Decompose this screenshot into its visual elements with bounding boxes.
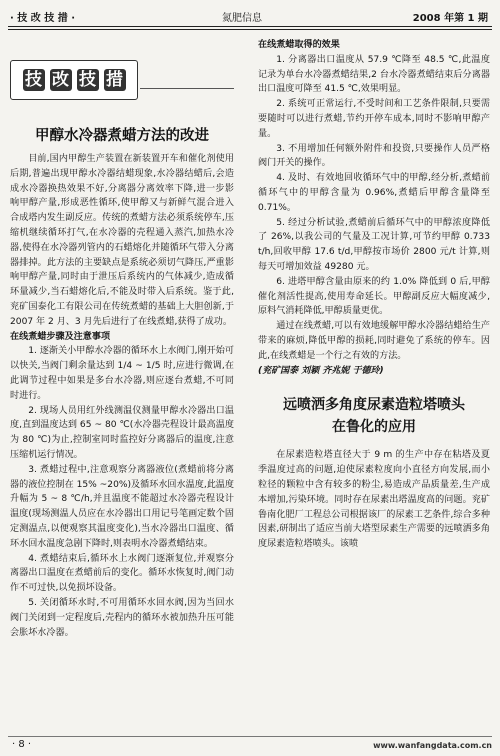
page-number: · 8 · <box>12 739 32 750</box>
left-column <box>10 152 234 640</box>
badge-char: 措 <box>104 69 126 91</box>
step-item: 1. 逐渐关小甲醇水冷器的循环水上水阀门,刚开始可以快关,当阀门剩余量达到 1/4 ~ 1/5 时,应进行微调,在此调节过程中如果是多台水冷器,则应逐台煮蜡,不可同时进行。 <box>10 346 234 401</box>
step-item: 3. 煮蜡过程中,注意观察分离器液位(煮蜡前将分离器的液位控制在 15% ~20%)及循环水回水温度,此温度升幅为 5 ~ 8 ℃/h,并且温度不能超过水冷器壳程设计温度(现场测温人员应在水冷器出口用记号笔画定数个固定测温点,以便观察其温度变化),当水冷器出口温度、循环水回水温度急剧下降时,则表明水冷器煮蜡结束。 <box>10 464 234 549</box>
authors: (兖矿国泰 刘颖 齐兆妮 于德玲) <box>258 365 384 376</box>
badge-char: 改 <box>50 69 72 91</box>
steps-heading: 在线煮蜡步骤及注意事项 <box>10 331 111 342</box>
section-label: · 技 改 技 措 · <box>10 13 76 24</box>
conclusion-paragraph: 通过在线煮蜡,可以有效地缓解甲醇水冷器结蜡给生产带来的麻烦,降低甲醇的损耗,同时避免了系统的停车。因此,在线煮蜡是一个行之有效的方法。 <box>258 321 490 361</box>
spacer <box>258 0 490 36</box>
journal-name: 氮肥信息 <box>222 13 262 24</box>
article2-title-line: 远喷洒多角度尿素造粒塔喷头 <box>283 397 465 414</box>
intro-paragraph: 目前,国内甲醇生产装置在新装置开车和催化剂使用后期,普遍出现甲醇水冷器结蜡现象,水冷器结蜡后,会造成水冷器换热效果不好,分离器分离效率下降,进一步影响甲醇产量,形成恶性循环,使甲醇又与新鲜气混合进入合成塔内发生副反应。传统的煮蜡方法必须系统停车,压缩机继续循环打气,在水冷器的壳程通入蒸汽,加热水冷器,使得在水冷器列管内的石蜡熔化并随循环气带入分离器排掉。此方法的主要缺点是系统必须切气降压,严重影响甲醇产量,同时由于泄压后系统内的气体减少,造成循环量减少,当石蜡熔化后,不能及时带入后系统。鉴于此,兖矿国泰化工有限公司在传统煮蜡的基础上大胆创新,于 2007 年 2 月、3 月先后进行了在线煮蜡,获得了成功。 <box>10 154 234 327</box>
right-column <box>258 38 490 552</box>
footer-rule <box>8 736 492 737</box>
spacer <box>258 378 490 394</box>
watermark: www.wanfangdata.com.cn <box>373 741 492 750</box>
issue-label: 2008 年第 1 期 <box>412 13 488 24</box>
article2-body: 在尿素造粒塔直径大于 9 m 的生产中存在粘塔及夏季温度过高的问题,迫使尿素粒度向小直径方向发展,而小粒径的颗粒中含有较多的粉尘,易造成产品质量差,生产成本增加,污染环境。同时存在尿素出塔温度高的问题。兖矿鲁南化肥厂工程总公司根据该厂的尿素工艺条件,综合多种因素,研制出了适应当前大塔型尿素生产需要的远喷洒多角度尿素造粒塔喷头。该喷 <box>258 450 490 550</box>
section-badge <box>10 60 138 100</box>
step-item: 2. 现场人员用红外线测温仪测量甲醇水冷器出口温度,直到温度达到 65 ~ 80 ℃(水冷器壳程设计最高温度为 80 ℃)为止,控制室同时监控好分离器后的温度,注意压缩机运行情况。 <box>10 405 234 460</box>
effects-heading: 在线煮蜡取得的效果 <box>258 40 340 50</box>
effect-item: 4. 及时、有效地回收循环气中的甲醇,经分析,煮蜡前循环气中的甲醇含量为 0.96%,煮蜡后甲醇含量降至 0.71%。 <box>258 173 490 213</box>
spacer <box>258 438 490 448</box>
badge-char: 技 <box>77 69 99 91</box>
effect-item: 5. 经过分析试验,煮蜡前后循环气中的甲醇浓度降低了 26%,以我公司的气量及工况计算,可节约甲醇 0.733 t/h,回收甲醇 17.6 t/d,甲醇按市场价 2800 元/t 计算,则每天可增加效益 49280 元。 <box>258 217 490 272</box>
badge-rule <box>140 88 234 89</box>
effect-item: 3. 不用增加任何额外附件和投资,只要操作人员严格阀门开关的操作。 <box>258 143 490 169</box>
article2-title <box>258 394 490 438</box>
effect-item: 2. 系统可正常运行,不受时间和工艺条件限制,只要需要随时可以进行煮蜡,节约开停车成本,同时不影响甲醇产量。 <box>258 99 490 139</box>
article-title: 甲醇水冷器煮蜡方法的改进 <box>35 128 209 144</box>
step-item: 5. 关闭循环水时,不可用循环水回水阀,因为当回水阀门关闭到一定程度后,壳程内的循环水被加热升压可能会胀坏水冷器。 <box>10 597 234 638</box>
article2-title-line: 在鲁化的应用 <box>332 419 416 436</box>
badge-char: 技 <box>23 69 45 91</box>
effect-item: 6. 进塔甲醇含量由原来的约 1.0% 降低到 0 后,甲醇催化剂活性提高,使用寿命延长。甲醇副反应大幅度减少,原料气消耗降低,甲醇质量更优。 <box>258 276 490 317</box>
step-item: 4. 煮蜡结束后,循环水上水阀门逐渐复位,并观察分离器出口温度在煮蜡前后的变化。循环水恢复时,阀门动作不可过快,以免损坏设备。 <box>10 553 234 594</box>
effect-item: 1. 分离器出口温度从 57.9 ℃降至 48.5 ℃,此温度记录为单台水冷器煮蜡结果,2 台水冷器煮蜡结束后分离器出口温度可降至 41.5 ℃,效果明显。 <box>258 54 490 95</box>
